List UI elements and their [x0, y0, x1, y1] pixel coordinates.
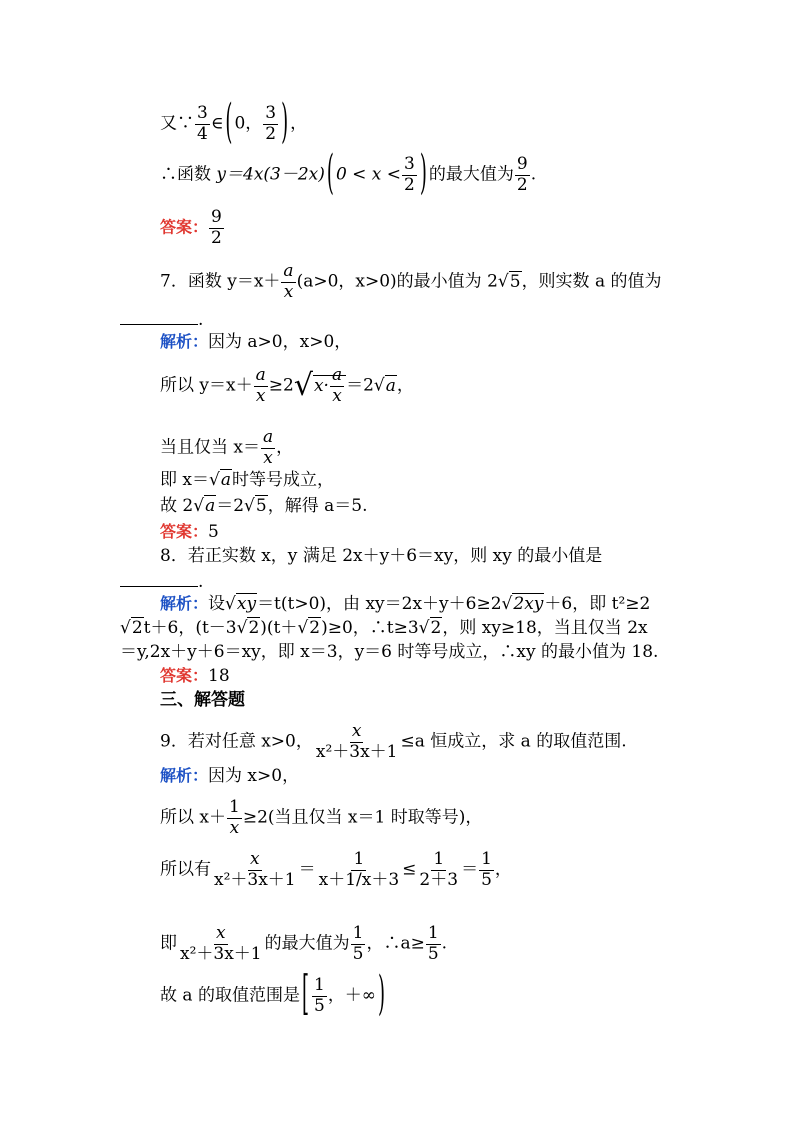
solution-8-line3: ＝y,2x＋y＋6＝xy，即 x＝3，y＝6 时等号成立，∴xy 的最小值为 18. — [120, 642, 659, 662]
solution-7-line4: 即 x＝√a时等号成立， — [160, 470, 334, 490]
solution-label: 解析： — [160, 594, 209, 613]
solution-9-line2: 所以 x＋ $\frac{1}{x}$ ≥2(当且仅当 x＝1 时取等号)， — [160, 797, 483, 838]
solution-9-line1: 解析：因为 x>0， — [160, 766, 300, 786]
answer-blank — [120, 572, 198, 587]
solution-8-line2: √2t＋6，(t－3√2)(t＋√2)≥0，∴t≥3√2，则 xy≥18，当且仅当 2x — [120, 618, 648, 638]
fraction: $\frac{3}{4}$ — [197, 103, 208, 144]
line-interval: 又∵ $\frac{3}{4}$ ∈ ( 0， $\frac{3}{2}$ ) ， — [160, 95, 308, 151]
question-8-blank: . — [120, 572, 203, 591]
solution-7-line5: 故 2√a＝2√5，解得 a＝5. — [160, 496, 368, 516]
answer-8: 答案：18 — [160, 666, 230, 686]
answer-7: 答案：5 — [160, 522, 219, 542]
solution-label: 解析： — [160, 766, 209, 785]
answer-label: 答案： — [160, 522, 209, 541]
answer-blank — [120, 310, 198, 325]
question-8: 8．若正实数 x，y 满足 2x＋y＋6＝xy，则 xy 的最小值是 — [160, 546, 603, 566]
solution-9-line4: 即 $\frac{x}{\text{x²＋3x＋1}}$ 的最大值为 $\frac{1}{5}$ ，∴a≥ $\frac{1}{5}$ . — [160, 923, 448, 964]
solution-7-line2: 所以 y＝x＋ $\frac{a}{x}$ ≥2√x· $\frac{a}{x}$ ＝2√a， — [160, 365, 414, 406]
solution-9-line5: 故 a 的取值范围是 [ $\frac{1}{5}$ ，＋∞ ) — [160, 967, 386, 1023]
question-7-blank: . — [120, 310, 203, 329]
answer-label: 答案： — [160, 666, 209, 685]
answer-label: 答案： — [160, 217, 209, 237]
text: 又∵ — [160, 113, 194, 134]
solution-9-line3: 所以有 $\frac{x}{\text{x²＋3x＋1}}$ ＝ $\frac{1}{x+1/x+3}$ ≤ $\frac{1}{2+3}$ ＝ $\frac{1}{5}$ ， — [160, 849, 512, 890]
question-7: 7．函数 y＝x＋ $\frac{a}{x}$ (a>0，x>0)的最小值为 2√5，则实数 a 的值为 — [160, 261, 662, 302]
solution-8-line1: 解析：设√xy＝t(t>0)，由 xy＝2x＋y＋6≥2√2xy＋6，即 t²≥2 — [160, 594, 651, 614]
section-heading: 三、解答题 — [160, 690, 245, 710]
solution-7-line1: 解析：因为 a>0，x>0， — [160, 332, 352, 352]
question-9: 9．若对任意 x>0， $\frac{x}{\text{x²＋3x＋1}}$ ≤a 恒成立，求 a 的取值范围. — [160, 721, 627, 762]
solution-7-line3: 当且仅当 x＝ $\frac{a}{x}$ ， — [160, 427, 294, 468]
line-max-value: ∴函数 y＝4x(3－2x) ( 0 < x < $\frac{3}{2}$ ) 的最大值为 $\frac{9}{2}$ . — [160, 146, 537, 202]
solution-label: 解析： — [160, 332, 209, 351]
answer-1: 答案： $\frac{9}{2}$ — [160, 207, 222, 248]
